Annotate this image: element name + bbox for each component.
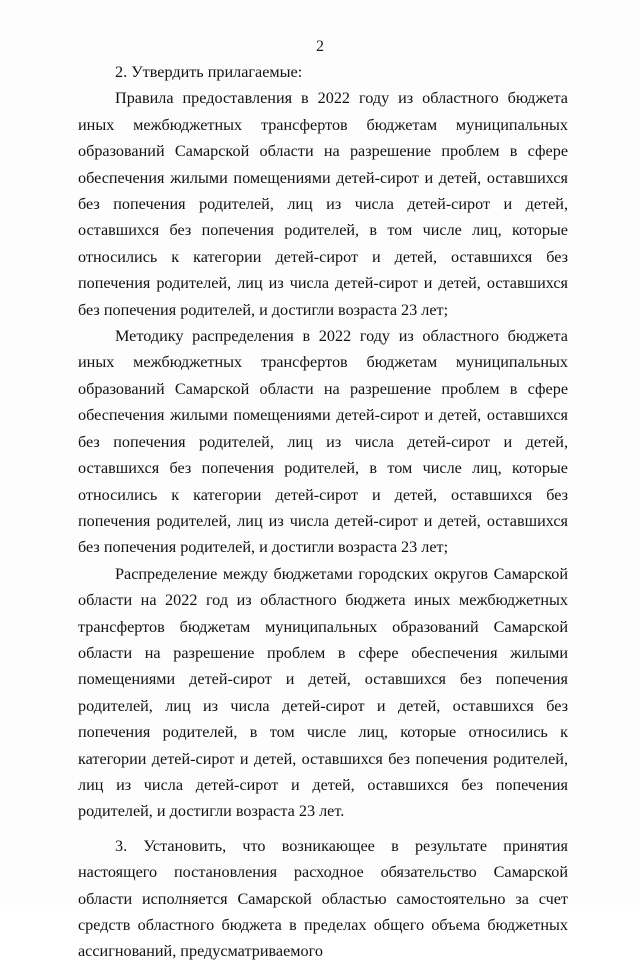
paragraph-item-3: 3. Установить, что возникающее в результате принятия настоящего постановления расходное обязательство Самарской области исполняется Самарской областью самостоятельно за счет средств областного бюджета в пределах общего объема бюджетных ассигнований, предусматриваемого (78, 836, 568, 961)
paragraph-item-2-heading: 2. Утвердить прилагаемые: (115, 63, 303, 81)
document-body (78, 59, 568, 965)
paragraph-rules: Правила предоставления в 2022 году из областного бюджета иных межбюджетных трансфертов бюджетам муниципальных образований Самарской области на разрешение проблем в сфере обеспечения жилыми помещениями детей-сирот и детей, оставшихся без попечения родителей, лиц из числа детей-сирот и детей, оставшихся без попечения родителей, в том числе лиц, которые относились к категории детей-сирот и детей, оставшихся без попечения родителей, лиц из числа детей-сирот и детей, оставшихся без попечения родителей, и достигли возраста 23 лет; (78, 89, 568, 319)
page-number: 2 (316, 38, 324, 55)
paragraph-methodology: Методику распределения в 2022 году из областного бюджета иных межбюджетных трансфертов бюджетам муниципальных образований Самарской области на разрешение проблем в сфере обеспечения жилыми помещениями детей-сирот и детей, оставшихся без попечения родителей, лиц из числа детей-сирот и детей, оставшихся без попечения родителей, в том числе лиц, которые относились к категории детей-сирот и детей, оставшихся без попечения родителей, лиц из числа детей-сирот и детей, оставшихся без попечения родителей, и достигли возраста 23 лет; (78, 327, 568, 557)
paragraph-distribution: Распределение между бюджетами городских округов Самарской области на 2022 год из областного бюджета иных межбюджетных трансфертов бюджетам муниципальных образований Самарской области на разрешение проблем в сфере обеспечения жилыми помещениями детей-сирот и детей, оставшихся без попечения родителей, лиц из числа детей-сирот и детей, оставшихся без попечения родителей, в том числе лиц, которые относились к категории детей-сирот и детей, оставшихся без попечения родителей, лиц из числа детей-сирот и детей, оставшихся без попечения родителей, и достигли возраста 23 лет. (78, 564, 568, 821)
